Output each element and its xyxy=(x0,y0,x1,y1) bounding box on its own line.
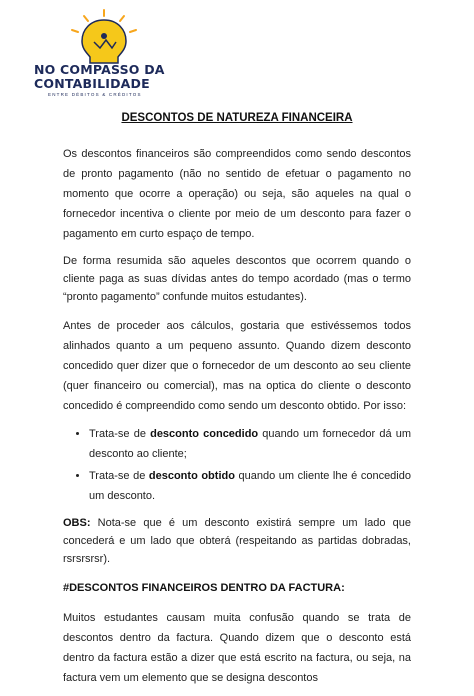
logo-text-line2: CONTABILIDADE xyxy=(34,76,150,91)
obs-label: OBS: xyxy=(63,517,91,529)
document-title: DESCONTOS DE NATUREZA FINANCEIRA xyxy=(121,112,353,124)
obs-note xyxy=(63,514,411,568)
list-item: • Trata-se de desconto obtido quando um cliente lhe é concedido um desconto. xyxy=(89,466,411,506)
bullet-list xyxy=(63,424,411,506)
paragraph-alignment: Antes de proceder aos cálculos, gostaria que estivéssemos todos alinhados quanto a um pequeno assunto. Quando dizem desconto concedido quer dizer que o fornecedor de um desconto ao seu cliente (quer financeiro ou comercial), mas na optica do cliente o desconto concedido é compreendido como sendo um desconto obtido. Por isso: xyxy=(63,320,411,412)
obs-text: Nota-se que é um desconto existirá sempre um lado que concederá e um lado que obterá (respeitando as partidas dobradas, rsrsrsrsr). xyxy=(63,517,411,565)
section-heading: #DESCONTOS FINANCEIROS DENTRO DA FACTURA: xyxy=(63,582,345,594)
paragraph-summary: De forma resumida são aqueles descontos que ocorrem quando o cliente paga as suas dívidas antes do tempo acordado (mas o termo “pronto pagamento” confunde muitos estudantes). xyxy=(63,255,411,303)
document-body xyxy=(63,144,411,696)
lightbulb-icon xyxy=(34,8,174,68)
logo xyxy=(34,8,174,98)
logo-text-line1: NO COMPASSO DA xyxy=(34,62,165,77)
list-item: • Trata-se de desconto concedido quando um fornecedor dá um desconto ao cliente; xyxy=(89,424,411,464)
paragraph-intro: Os descontos financeiros são compreendidos como sendo descontos de pronto pagamento (não no sentido de efetuar o pagamento no momento que ocorre a operação) ou seja, são aqueles na qual o fornecedor incentiva o cliente por meio de um desconto para fazer o pagamento em curto espaço de tempo. xyxy=(63,148,411,240)
logo-tagline: ENTRE DÉBITOS & CRÉDITOS xyxy=(48,92,142,97)
paragraph-factura: Muitos estudantes causam muita confusão quando se trata de descontos dentro da factura. Quando dizem que o desconto está dentro da factura estão a dizer que está escrito na factura, ou seja, na factura vem um elemento que se designa descontos xyxy=(63,612,411,684)
